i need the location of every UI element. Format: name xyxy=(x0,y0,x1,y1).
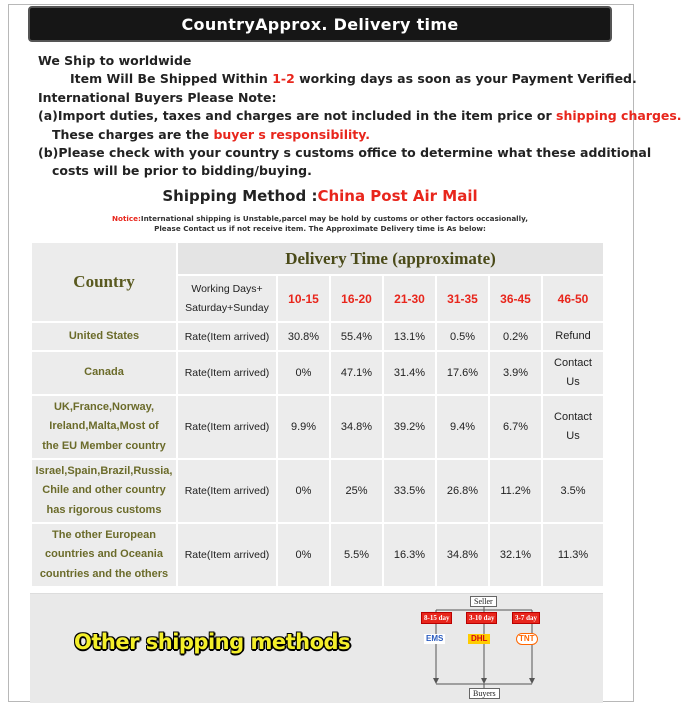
range-header: 21-30 xyxy=(383,275,436,322)
rate-cell: Rate(Item arrived) xyxy=(177,351,277,395)
range-header: 31-35 xyxy=(436,275,489,322)
rate-cell: Rate(Item arrived) xyxy=(177,395,277,459)
last-range-cell: 11.3% xyxy=(542,523,604,587)
flow-carrier-dhl: DHL xyxy=(468,634,490,644)
percent-cell: 17.6% xyxy=(436,351,489,395)
notice-text: Notice:International shipping is Unstable,parcel may be hold by customs or other factors occasionally, Please Contact us if not receive item. The Approximate Delivery time is As below: xyxy=(112,214,528,233)
country-cell: UK,France,Norway, Ireland,Malta,Most of the EU Member country xyxy=(31,395,177,459)
last-range-cell: Refund xyxy=(542,322,604,351)
notes-line-3: International Buyers Please Note: xyxy=(38,89,277,105)
shipping-method-value: China Post Air Mail xyxy=(317,187,478,205)
other-shipping-label: Other shipping methods xyxy=(74,630,351,654)
percent-cell: 30.8% xyxy=(277,322,330,351)
range-header: 16-20 xyxy=(330,275,383,322)
header-working-days: Working Days+ Saturday+Sunday xyxy=(177,275,277,322)
percent-cell: 11.2% xyxy=(489,459,542,523)
notes-line-2: Item Will Be Shipped Within 1-2 working days as soon as your Payment Verified. xyxy=(70,71,637,87)
header-country: Country xyxy=(31,242,177,322)
percent-cell: 16.3% xyxy=(383,523,436,587)
percent-cell: 0.5% xyxy=(436,322,489,351)
range-header: 46-50 xyxy=(542,275,604,322)
flow-seller: Seller xyxy=(470,596,497,607)
shipping-method xyxy=(0,187,640,205)
range-header: 36-45 xyxy=(489,275,542,322)
percent-cell: 39.2% xyxy=(383,395,436,459)
percent-cell: 0% xyxy=(277,459,330,523)
flow-carrier-ems: EMS xyxy=(426,634,444,643)
country-cell: Canada xyxy=(31,351,177,395)
percent-cell: 6.7% xyxy=(489,395,542,459)
rate-cell: Rate(Item arrived) xyxy=(177,322,277,351)
shipping-method-label: Shipping Method : xyxy=(162,187,318,205)
page-title: CountryApprox. Delivery time xyxy=(28,6,612,42)
flow-day-1: 8-15 day xyxy=(421,612,452,624)
shipping-notes xyxy=(38,52,682,181)
table-row xyxy=(31,322,604,351)
header-delivery-time: Delivery Time (approximate) xyxy=(177,242,604,275)
percent-cell: 0.2% xyxy=(489,322,542,351)
range-header: 10-15 xyxy=(277,275,330,322)
notes-line-6: (b)Please check with your country s customs office to determine what these additional xyxy=(38,145,652,161)
country-cell: The other European countries and Oceania countries and the others xyxy=(31,523,177,587)
notes-line-1: We Ship to worldwide xyxy=(38,53,192,68)
percent-cell: 31.4% xyxy=(383,351,436,395)
table-row xyxy=(31,351,604,395)
percent-cell: 55.4% xyxy=(330,322,383,351)
country-cell: Israel,Spain,Brazil,Russia, Chile and other country has rigorous customs xyxy=(31,459,177,523)
shipping-flow-diagram xyxy=(420,596,548,700)
notes-line-5: These charges are the buyer s responsibility. xyxy=(52,126,370,142)
percent-cell: 5.5% xyxy=(330,523,383,587)
percent-cell: 9.4% xyxy=(436,395,489,459)
table-row xyxy=(31,395,604,459)
percent-cell: 3.9% xyxy=(489,351,542,395)
percent-cell: 34.8% xyxy=(330,395,383,459)
percent-cell: 47.1% xyxy=(330,351,383,395)
notes-line-7: costs will be prior to bidding/buying. xyxy=(52,163,312,179)
percent-cell: 26.8% xyxy=(436,459,489,523)
percent-cell: 0% xyxy=(277,351,330,395)
flow-carrier-tnt: TNT xyxy=(516,633,538,645)
percent-cell: 32.1% xyxy=(489,523,542,587)
table-row xyxy=(31,523,604,587)
last-range-cell: Contact Us xyxy=(542,395,604,459)
percent-cell: 0% xyxy=(277,523,330,587)
percent-cell: 25% xyxy=(330,459,383,523)
flow-day-3: 3-7 day xyxy=(512,612,540,624)
delivery-time-table xyxy=(30,241,605,588)
flow-buyers: Buyers xyxy=(469,688,500,699)
country-cell: United States xyxy=(31,322,177,351)
notes-line-4: (a)Import duties, taxes and charges are not included in the item price or shipping charges. xyxy=(38,108,682,124)
rate-cell: Rate(Item arrived) xyxy=(177,459,277,523)
rate-cell: Rate(Item arrived) xyxy=(177,523,277,587)
table-row xyxy=(31,459,604,523)
flow-day-2: 3-10 day xyxy=(466,612,497,624)
percent-cell: 34.8% xyxy=(436,523,489,587)
last-range-cell: 3.5% xyxy=(542,459,604,523)
percent-cell: 9.9% xyxy=(277,395,330,459)
percent-cell: 13.1% xyxy=(383,322,436,351)
percent-cell: 33.5% xyxy=(383,459,436,523)
last-range-cell: Contact Us xyxy=(542,351,604,395)
